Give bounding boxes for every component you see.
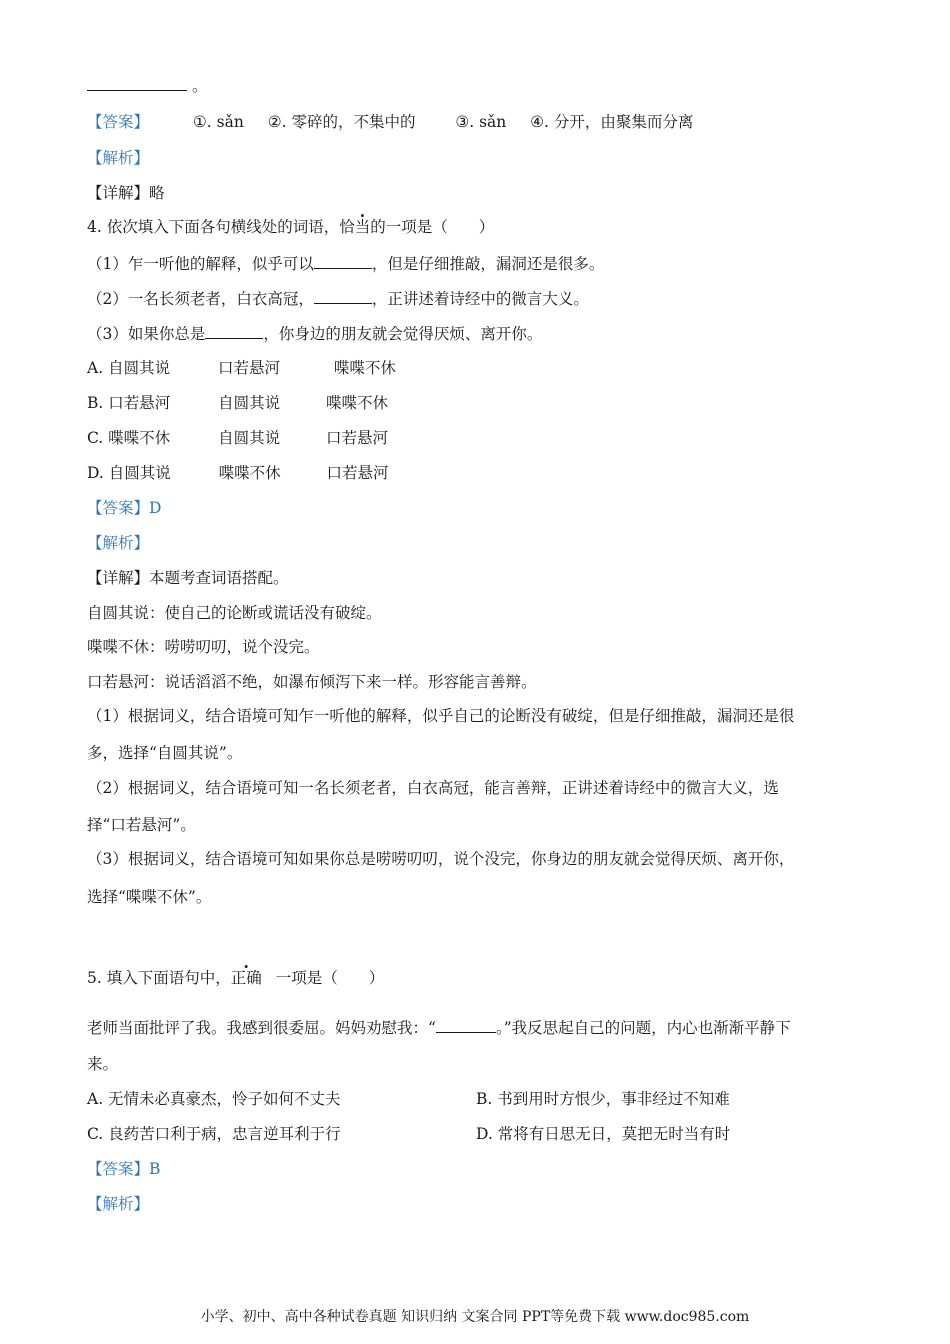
q3-detail: 【详解】略	[87, 184, 165, 202]
q5-option-b: B. 书到用时方恨少，事非经过不知难	[476, 1090, 730, 1108]
q4-detail-intro: 【详解】本题考查词语搭配。	[87, 569, 289, 587]
answer-item-2: ②. 零碎的，不集中的	[267, 113, 416, 131]
q4-option-a: A. 自圆其说 口若悬河 喋喋不休	[87, 359, 396, 377]
q5-option-c: C. 良药苦口利于病，忠言逆耳利于行	[87, 1125, 341, 1143]
blank-line	[205, 324, 263, 339]
answer-item-1: ①. sǎn	[192, 113, 244, 131]
answer-item-3: ③. sǎn	[455, 113, 507, 131]
q4-stem	[87, 217, 494, 237]
q4-answer: 【答案】D	[87, 499, 162, 517]
q4-sentence-2: （2）一名长须老者，白衣高冠， ，正讲述着诗经中的微言大义。	[87, 290, 589, 308]
q4-explanation-1b: 多，选择“自圆其说”。	[87, 744, 243, 762]
q4-explanation-1a: （1）根据词义，结合语境可知乍一听他的解释，似乎自己的论断没有破绽，但是仔细推敲，漏洞还是很	[87, 707, 795, 725]
q4-explanation-2a: （2）根据词义，结合语境可知一名长须老者，白衣高冠，能言善辩，正讲述着诗经中的微言大义，选	[87, 779, 779, 797]
blank-line	[87, 76, 187, 91]
q4-explanation-3b: 选择“喋喋不休”。	[87, 888, 212, 906]
answer-blank-line	[87, 76, 207, 96]
answer-tag: 【答案】	[87, 113, 150, 131]
q4-explanation-2b: 择“口若悬河”。	[87, 816, 196, 834]
q4-sentence-1: （1）乍一听他的解释，似乎可以 ，但是仔细推敲，漏洞还是很多。	[87, 255, 605, 273]
q4-definition-1: 自圆其说：使自己的论断或谎话没有破绽。	[87, 604, 382, 622]
q5-answer: 【答案】B	[87, 1160, 161, 1178]
blank-tail: 。	[191, 77, 208, 95]
q5-context-2: 来。	[87, 1055, 119, 1073]
q4-definition-2: 喋喋不休：唠唠叨叨，说个没完。	[87, 638, 320, 656]
q3-analysis-tag: 【解析】	[87, 149, 150, 167]
q4-option-d: D. 自圆其说 喋喋不休 口若悬河	[87, 464, 389, 482]
q4-stem-emphasis: 恰当的	[339, 218, 386, 236]
q5-stem	[87, 968, 384, 988]
answer-item-4: ④. 分开，由聚集而分离	[530, 113, 694, 131]
q4-stem-post: 一项是（ ）	[385, 218, 495, 236]
q4-option-c: C. 喋喋不休 自圆其说 口若悬河	[87, 429, 388, 447]
q4-sentence-3: （3）如果你总是 ，你身边的朋友就会觉得厌烦、离开你。	[87, 325, 543, 343]
q5-stem-emphasis: 正确	[230, 969, 262, 987]
q4-analysis-tag: 【解析】	[87, 534, 150, 552]
blank-line	[314, 254, 372, 269]
q4-definition-3: 口若悬河：说话滔滔不绝，如瀑布倾泻下来一样。形容能言善辩。	[87, 673, 537, 691]
blank-line	[314, 289, 372, 304]
q3-answer-row	[87, 112, 693, 132]
q5-option-a: A. 无情未必真豪杰，怜子如何不丈夫	[87, 1090, 341, 1108]
q5-stem-pre: 5. 填入下面语句中，	[87, 969, 231, 987]
q5-option-d: D. 常将有日思无日，莫把无时当有时	[476, 1125, 731, 1143]
q5-stem-post: 一项是（ ）	[275, 969, 385, 987]
page-footer: 小学、初中、高中各种试卷真题 知识归纳 文案合同 PPT等免费下载 www.doc985.com	[200, 1309, 750, 1325]
blank-line	[436, 1018, 496, 1033]
q4-explanation-3a: （3）根据词义，结合语境可知如果你总是唠唠叨叨，说个没完，你身边的朋友就会觉得厌烦、离开你，	[87, 850, 795, 868]
q4-stem-pre: 4. 依次填入下面各句横线处的词语，	[87, 218, 340, 236]
q5-context-1: 老师当面批评了我。我感到很委屈。妈妈劝慰我：“ 。”我反思起自己的问题，内心也渐渐平静下	[87, 1019, 791, 1037]
q4-option-b: B. 口若悬河 自圆其说 喋喋不休	[87, 394, 389, 412]
q5-analysis-tag: 【解析】	[87, 1195, 150, 1213]
